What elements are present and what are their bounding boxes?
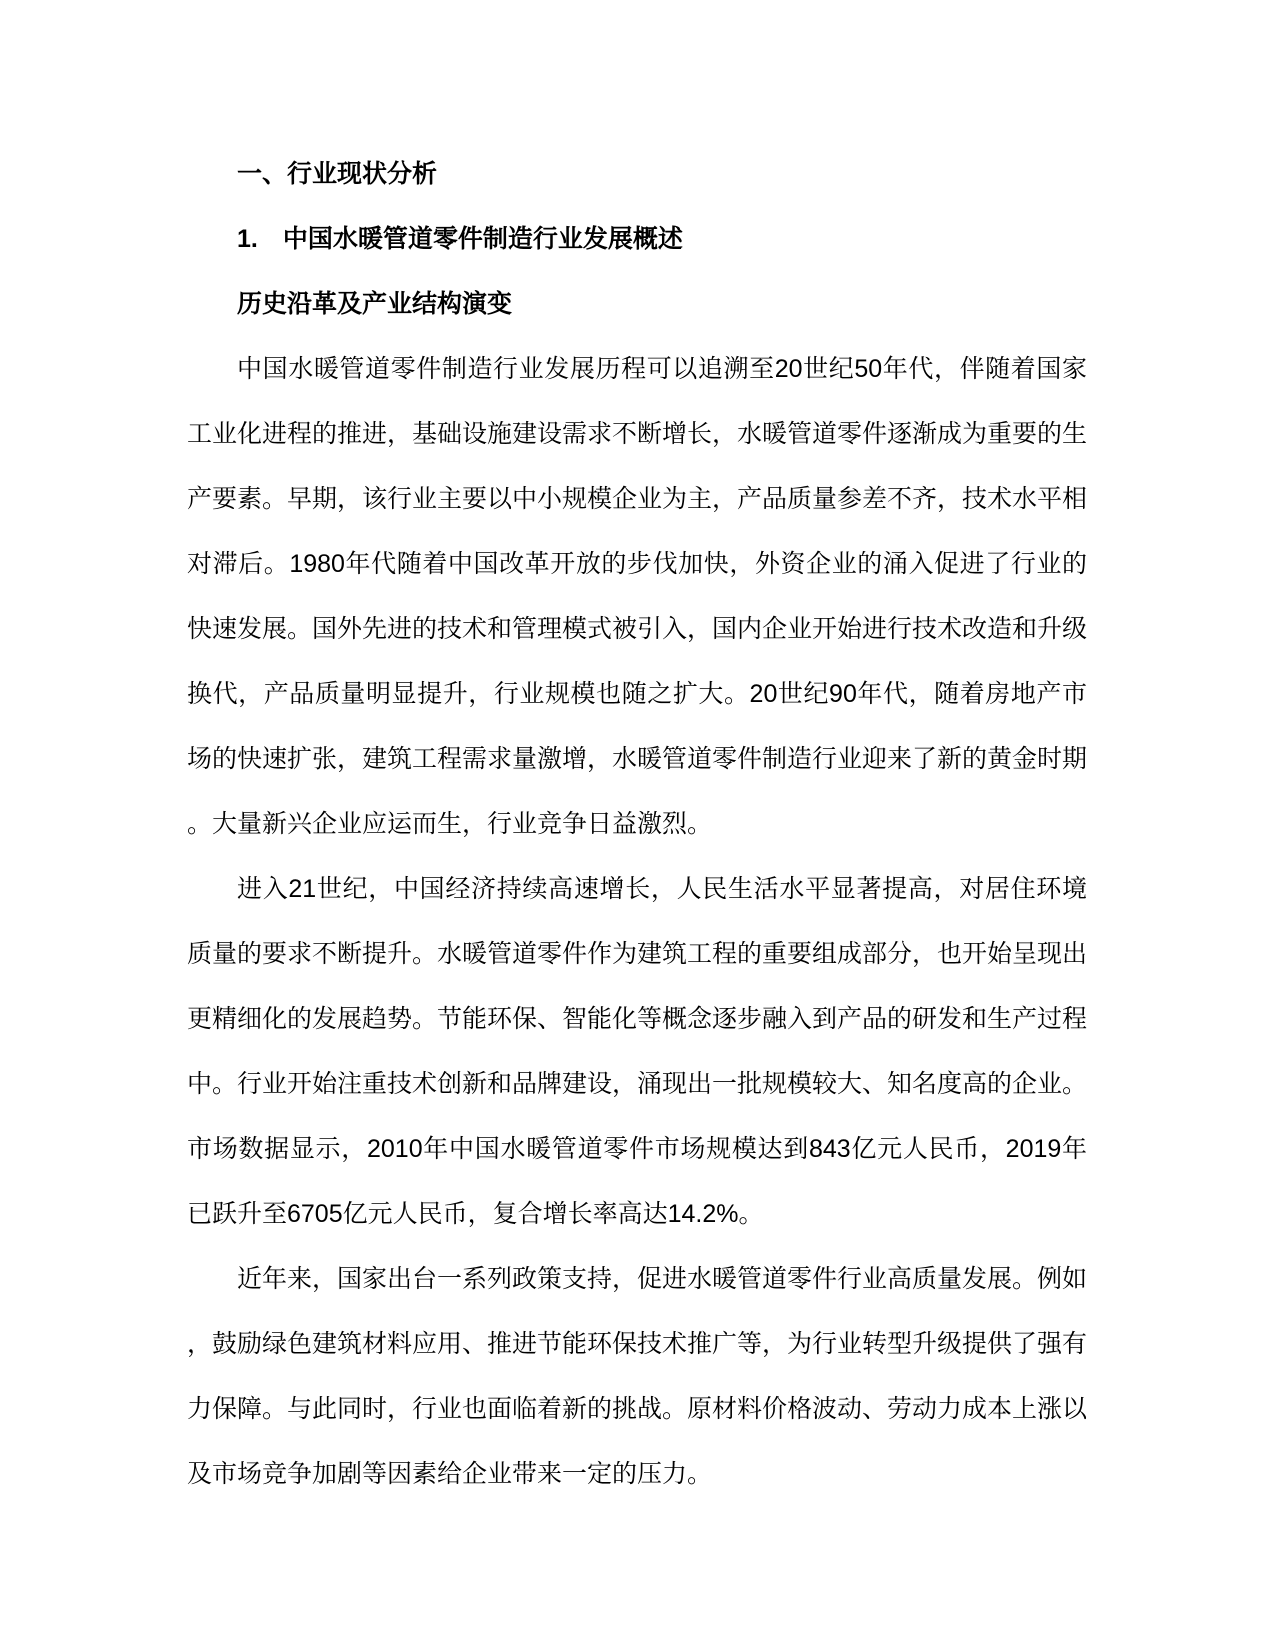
text-line: 。大量新兴企业应运而生，行业竞争日益激烈。	[187, 810, 713, 838]
heading-topic: 历史沿革及产业结构演变	[237, 290, 513, 318]
text-line: 场的快速扩张，建筑工程需求量激增，水暖管道零件制造行业迎来了新的黄金时期	[187, 745, 1088, 773]
text-line: 换代，产品质量明显提升，行业规模也随之扩大。20世纪90年代，随着房地产市	[187, 680, 1087, 708]
text-line: 及市场竞争加剧等因素给企业带来一定的压力。	[187, 1460, 713, 1488]
document-content	[187, 142, 1087, 1507]
paragraph-21st-century	[187, 857, 1087, 1247]
text-line: 工业化进程的推进，基础设施建设需求不断增长，水暖管道零件逐渐成为重要的生	[187, 420, 1088, 448]
text-line: 力保障。与此同时，行业也面临着新的挑战。原材料价格波动、劳动力成本上涨以	[187, 1395, 1088, 1423]
text-line: 已跃升至6705亿元人民币，复合增长率高达14.2%。	[187, 1200, 764, 1228]
text-line: 近年来，国家出台一系列政策支持，促进水暖管道零件行业高质量发展。例如	[237, 1265, 1088, 1293]
text-line: 对滞后。1980年代随着中国改革开放的步伐加快，外资企业的涌入促进了行业的	[187, 550, 1087, 578]
paragraph-history	[187, 337, 1087, 857]
text-line: 市场数据显示，2010年中国水暖管道零件市场规模达到843亿元人民币，2019年	[187, 1135, 1087, 1163]
text-line: 进入21世纪，中国经济持续高速增长，人民生活水平显著提高，对居住环境	[237, 875, 1087, 903]
text-line: 质量的要求不断提升。水暖管道零件作为建筑工程的重要组成部分，也开始呈现出	[187, 940, 1088, 968]
text-line: 中国水暖管道零件制造行业发展历程可以追溯至20世纪50年代，伴随着国家	[237, 355, 1087, 383]
text-line: ，鼓励绿色建筑材料应用、推进节能环保技术推广等，为行业转型升级提供了强有	[187, 1330, 1088, 1358]
heading-subsection: 1. 中国水暖管道零件制造行业发展概述	[237, 225, 683, 253]
paragraph-policy	[187, 1247, 1087, 1507]
text-line: 快速发展。国外先进的技术和管理模式被引入，国内企业开始进行技术改造和升级	[187, 615, 1088, 643]
text-line: 中。行业开始注重技术创新和品牌建设，涌现出一批规模较大、知名度高的企业。	[187, 1070, 1088, 1098]
text-line: 产要素。早期，该行业主要以中小规模企业为主，产品质量参差不齐，技术水平相	[187, 485, 1088, 513]
heading-section: 一、行业现状分析	[237, 160, 438, 188]
text-line: 更精细化的发展趋势。节能环保、智能化等概念逐步融入到产品的研发和生产过程	[187, 1005, 1088, 1033]
